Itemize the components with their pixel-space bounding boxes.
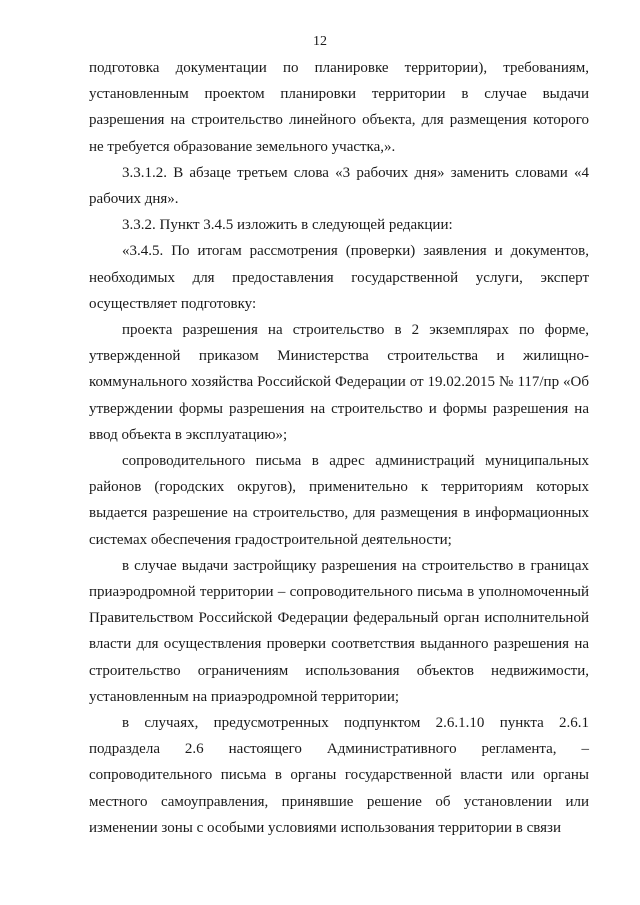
paragraph-3-3-2: 3.3.2. Пункт 3.4.5 изложить в следующей редакции: [122, 217, 453, 234]
paragraph-special-zones: в случаях, предусмотренных подпунктом 2.6.1.10 пункта 2.6.1 подраздела 2.6 настоящего Административного регламента, – сопроводительного письма в органы государственной власти или органы местного самоуправления, принявшие решение об установлении или изменении зоны с особыми условиями использования территории в связи [89, 715, 589, 836]
paragraph-continuation: подготовка документации по планировке территории), требованиям, установленным проектом планировки территории в случае выдачи разрешения на строительство линейного объекта, для размещения которого не требуется образование земельного участка,». [89, 60, 589, 155]
paragraph-aerodrome-territory: в случае выдачи застройщику разрешения на строительство в границах приаэродромной территории – сопроводительного письма в уполномоченный Правительством Российской Федерации федеральный орган исполнительной власти для осуществления проверки соответствия выданного разрешения на строительство ограничениям использования объектов недвижимости, установленным на приаэродромной территории; [89, 557, 589, 705]
paragraph-permit-draft: проекта разрешения на строительство в 2 экземплярах по форме, утвержденной приказом Министерства строительства и жилищно-коммунального хозяйства Российской Федерации от 19.02.2015 № 117/пр «Об утверждении формы разрешения на строительство и формы разрешения на ввод объекта в эксплуатацию»; [89, 322, 589, 443]
paragraph-3-4-5: «3.4.5. По итогам рассмотрения (проверки) заявления и документов, необходимых для предоставления государственной услуги, эксперт осуществляет подготовку: [89, 243, 589, 312]
paragraph-cover-letter-municipal: сопроводительного письма в адрес администраций муниципальных районов (городских округов), применительно к территориям которых выдается разрешение на строительство, для размещения в информационных системах обеспечения градостроительной деятельности; [89, 453, 589, 548]
paragraph-3-3-1-2: 3.3.1.2. В абзаце третьем слова «3 рабочих дня» заменить словами «4 рабочих дня». [89, 164, 589, 208]
document-body [89, 55, 589, 841]
page-number: 12 [313, 34, 327, 49]
